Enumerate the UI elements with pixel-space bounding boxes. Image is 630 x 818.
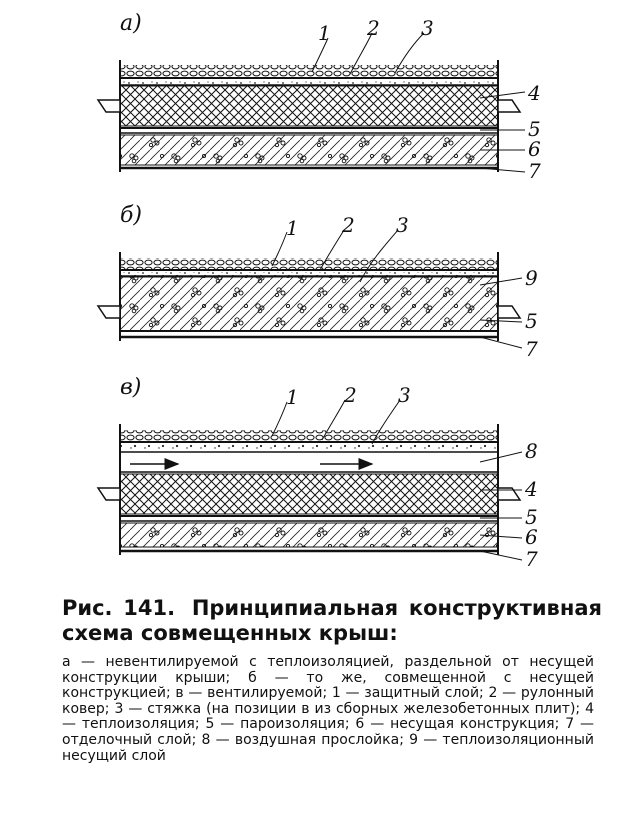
screed — [120, 444, 498, 452]
callout-4: 4 — [525, 477, 538, 501]
figure-caption-body: а — невентилируемой с теплоизоляцией, раздельной от несущей конструкции крыши; б — то же, совмещенной с несущей конструкцией; в — вентилируемой; 1 — защитный слой; 2 — рулонный ковер; 3 — стяжка (на позиции в из сборных железобетонных плит); 4 — теплоизоляция; 5 — пароизоляция; 6 — несущая конструкция; 7 — отделочный слой; 8 — воздушная прослойка; 9 — теплоизоляционный несущий слой — [62, 654, 594, 764]
callout-6: 6 — [528, 137, 541, 161]
diagram-c — [98, 375, 538, 571]
left-support-icon — [98, 100, 120, 112]
right-support-icon — [498, 306, 520, 318]
diagram-a-label: а) — [120, 11, 142, 36]
thermal-insulation — [120, 474, 498, 514]
figure-caption-title — [62, 596, 602, 646]
callout-2: 2 — [342, 213, 355, 237]
protective-layer — [120, 430, 498, 442]
diagram-c-label: в) — [120, 375, 142, 400]
figure-title: Принципиальная конструктивная схема совмещенных крыш: — [62, 596, 602, 645]
callout-5: 5 — [528, 117, 541, 141]
figure-number: Рис. 141. — [62, 596, 176, 620]
air-gap — [120, 454, 498, 472]
callout-2: 2 — [344, 383, 357, 407]
callout-5: 5 — [525, 309, 538, 333]
callout-7: 7 — [528, 159, 541, 183]
callout-1: 1 — [286, 385, 299, 409]
callout-5: 5 — [525, 505, 538, 529]
left-support-icon — [98, 306, 120, 318]
callout-2: 2 — [367, 16, 380, 40]
diagram-a — [98, 11, 541, 183]
callout-1: 1 — [286, 216, 299, 240]
diagram-b — [98, 203, 538, 361]
callout-7: 7 — [525, 337, 538, 361]
callout-3: 3 — [398, 383, 411, 407]
callout-4: 4 — [528, 81, 541, 105]
right-support-icon — [498, 100, 520, 112]
callout-9: 9 — [525, 266, 538, 290]
callout-8: 8 — [525, 439, 538, 463]
callout-1: 1 — [318, 21, 331, 45]
left-support-icon — [98, 488, 120, 500]
protective-layer — [120, 258, 498, 270]
callout-3: 3 — [421, 16, 434, 40]
callout-7: 7 — [525, 547, 538, 571]
thermal-insulation — [120, 86, 498, 126]
callout-3: 3 — [396, 213, 409, 237]
protective-layer — [120, 65, 498, 78]
diagram-b-label: б) — [120, 203, 143, 228]
callout-6: 6 — [525, 525, 538, 549]
